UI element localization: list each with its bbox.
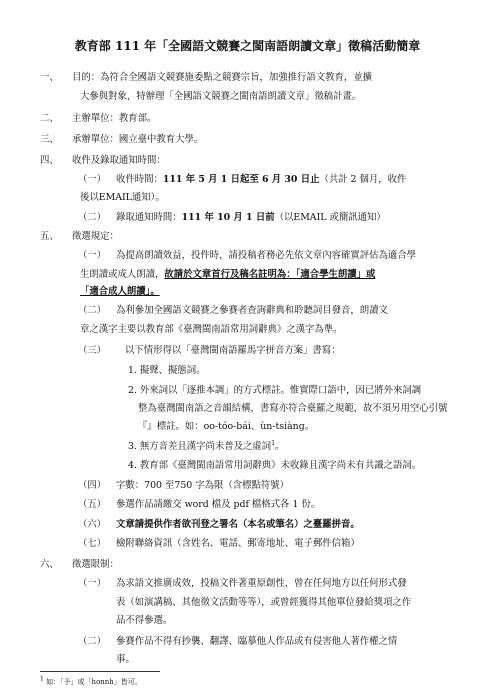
executing-unit: 承辦單位：國立臺中教育大學。: [72, 134, 204, 145]
rule-1-line-2: [80, 267, 375, 282]
item-number: （一）: [78, 578, 107, 589]
timeline-heading: 收件及錄取通知時間：: [72, 155, 166, 166]
submission-dates: 111 年 5 月 1 日起至 6 月 30 日止: [162, 174, 320, 185]
rule-1-line-1: 為提高朗讀效益，投件時，請投稿者務必先依文章內容確實評估為適合學: [116, 250, 417, 261]
restriction-2-line-1: 參賽作品不得有抄襲、翻譯、臨摹他人作品或有侵害他人著作權之情: [116, 636, 398, 647]
footnote-reference: 1: [271, 439, 276, 447]
rule-3-item-2-line-3: 『』標註。如：oo-tóo-bái、ùn-tsiàng。: [138, 421, 315, 432]
rule-3-item-3-end: 。: [275, 441, 285, 452]
word-count-rule: 字數：700 至750 字為限（含標點符號）: [116, 480, 289, 491]
notification-label: 錄取通知時間：: [116, 212, 182, 223]
contact-info-rule: 檢附聯絡資訊（含姓名、電話、郵寄地址、電子郵件信箱）: [116, 538, 360, 549]
rule-2-line-1: 為利參加全國語文競賽之參賽者查詢辭典和聆聽詞目發音，朗讀文: [116, 305, 388, 316]
section-number: 二、: [40, 113, 59, 124]
rule-2-line-2: 章之漢字主要以教育部《臺灣閩南語常用詞辭典》之漢字為準。: [80, 324, 343, 335]
rule-3-item-3: [128, 439, 284, 454]
submission-label: 收件時間：: [116, 174, 163, 185]
item-number: （一）: [78, 174, 107, 185]
item-number: （六）: [78, 519, 107, 530]
footnote-mark: 1: [40, 675, 44, 683]
restrictions-heading: 徵選限制：: [72, 559, 119, 570]
restriction-1-line-1: 為求語文推廣成效，投稿文件著重原創性，曾在任何地方以任何形式發: [116, 578, 407, 589]
section-number: 四、: [40, 155, 59, 166]
submission-period: [116, 172, 406, 187]
submission-period-line-2: 後以EMAIL通知）。: [80, 192, 165, 203]
section-number: 三、: [40, 134, 59, 145]
item-number: （三）: [78, 345, 107, 356]
item-number: （二）: [78, 636, 107, 647]
rule-1-emphasis: 故請於文章首行及稿名註明為：「適合學生朗讀」或: [164, 269, 376, 280]
purpose-line-2: 大參與對象，特辦理「全國語文競賽之閩南語朗讀文章」徵稿計畫。: [80, 91, 362, 102]
rule-3-heading: 以下情形得以「臺灣閩南語羅馬字拼音方案」書寫：: [125, 345, 341, 356]
notification-note: （以EMAIL 或簡訊通知）: [274, 212, 386, 223]
footnote-text: 如：「予」或「honnh」皆可。: [46, 678, 142, 686]
restriction-1-line-2: 表（如演講稿、其他徵文活動等等），或曾經獲得其他單位發給獎項之作: [116, 597, 412, 608]
footnote: [40, 677, 142, 687]
notification-period: [116, 210, 386, 225]
item-number: （一）: [78, 250, 107, 261]
section-number: 六、: [40, 559, 59, 570]
item-number: （五）: [78, 499, 107, 510]
rule-1-text: 生朗讀或成人朗讀，: [80, 269, 165, 280]
item-number: （七）: [78, 538, 107, 549]
item-number: （二）: [78, 212, 107, 223]
notification-date: 111 年 10 月 1 日前: [181, 212, 275, 223]
restriction-2-line-2: 事。: [116, 654, 135, 665]
rule-3-item-3-text: 3. 無方音差且漢字尚未普及之虛詞: [128, 441, 272, 452]
file-format-rule: 參選作品請繳交 word 檔及 pdf 檔格式各 1 份。: [116, 499, 321, 510]
footnote-divider: [40, 671, 160, 672]
rule-3-item-1: 1. 擬聲、擬態詞。: [128, 365, 206, 376]
section-number: 一、: [40, 72, 59, 83]
section-number: 五、: [40, 231, 59, 242]
item-number: （四）: [78, 480, 107, 491]
rule-3-item-2-line-2: 整為臺灣閩南語之音韻結構，書寫亦符合臺羅之規範，故不須另用空心引號: [138, 403, 448, 414]
organizer: 主辦單位：教育部。: [72, 113, 157, 124]
rules-heading: 徵選規定：: [72, 231, 119, 242]
rule-3-item-2-line-1: 2. 外來詞以「逐推本調」的方式標註。惟實際口語中，因已將外來詞調: [128, 385, 422, 396]
page-title: 教育部 111 年「全國語文競賽之閩南語朗讀文章」徵稿活動簡章: [74, 39, 421, 53]
rule-1-line-3: 「適合成人朗讀」。: [80, 286, 160, 297]
item-number: （二）: [78, 305, 107, 316]
submission-note: （共計 2 個月，收件: [319, 174, 407, 185]
purpose-line-1: 目的：為符合全國語文競賽施委點之競賽宗旨，加強推行語文教育，並擴: [72, 72, 373, 83]
restriction-1-line-3: 品不得參選。: [116, 615, 173, 626]
rule-3-item-4: 4. 教育部《臺灣閩南語常用詞辭典》未收錄且漢字尚未有共識之語詞。: [128, 460, 422, 471]
author-name-rule: 文章請提供作者欲刊登之署名（本名或筆名）之臺羅拼音。: [116, 519, 360, 530]
